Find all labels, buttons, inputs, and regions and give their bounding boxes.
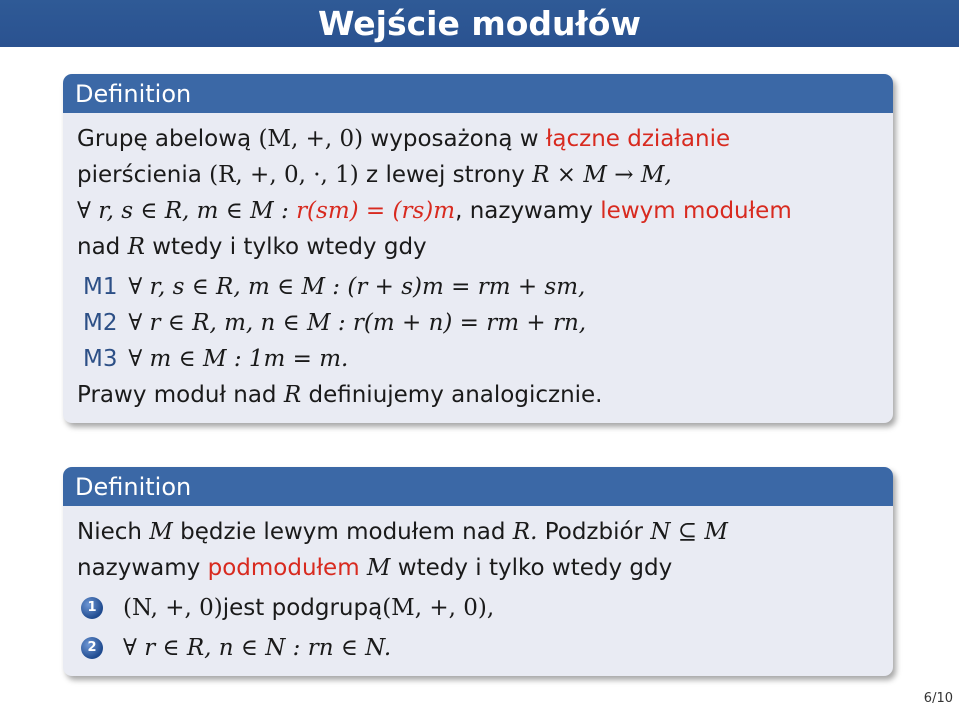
- math: N ⊆ M: [650, 519, 728, 545]
- text: jest podgrupą: [222, 595, 383, 621]
- definition-block-module: [63, 74, 893, 423]
- page-number: 6/10: [923, 691, 953, 706]
- text: wtedy i tylko wtedy gdy: [390, 555, 673, 581]
- math: (M, +, 0): [258, 126, 364, 152]
- highlight-formula: r(sm) = (rs)m: [296, 198, 456, 224]
- enum-number-ball: 2: [81, 637, 103, 659]
- axiom-label: M1: [83, 274, 118, 300]
- math: M: [366, 555, 391, 581]
- definition-line: [77, 550, 879, 586]
- enum-item: [77, 590, 879, 626]
- axiom-label: M2: [83, 310, 118, 336]
- math: R × M → M,: [532, 162, 672, 188]
- math: (N, +, 0): [123, 595, 223, 621]
- block-header: Definition: [63, 74, 893, 113]
- text: będzie lewym modułem nad: [172, 519, 513, 545]
- text: wyposażoną w: [363, 126, 546, 152]
- definition-line: [77, 229, 879, 265]
- text: nad: [77, 234, 128, 260]
- math: R: [283, 382, 302, 408]
- axiom-formula: ∀ m ∈ M : 1m = m.: [128, 346, 349, 372]
- text: , nazywamy: [455, 198, 601, 224]
- block-header: Definition: [63, 467, 893, 506]
- text: pierścienia: [77, 162, 210, 188]
- highlight-term: lewym modułem: [600, 198, 792, 224]
- block-body: [63, 113, 893, 423]
- text: nazywamy: [77, 555, 208, 581]
- axiom-item: [77, 269, 879, 305]
- definition-block-submodule: [63, 467, 893, 676]
- math: ∀ r ∈ R, n ∈ N : rn ∈ N.: [123, 635, 392, 661]
- math: R: [127, 234, 145, 260]
- text: Podzbiór: [537, 519, 651, 545]
- axiom-label: M3: [83, 346, 118, 372]
- math: (M, +, 0),: [382, 595, 495, 621]
- definition-line: [77, 193, 879, 229]
- math: M: [149, 519, 173, 545]
- math: R.: [512, 519, 538, 545]
- definition-line: [77, 121, 879, 157]
- enum-item: [77, 630, 879, 666]
- text: Prawy moduł nad: [77, 382, 284, 408]
- text: definiujemy analogicznie.: [301, 382, 603, 408]
- axiom-item: [77, 341, 879, 377]
- definition-line: [77, 514, 879, 550]
- text: z lewej strony: [358, 162, 533, 188]
- text: Grupę abelową: [77, 126, 259, 152]
- axiom-item: [77, 305, 879, 341]
- definition-line: [77, 157, 879, 193]
- text: Niech: [77, 519, 150, 545]
- highlight-term: podmodułem: [207, 555, 360, 581]
- text: wtedy i tylko wtedy gdy: [144, 234, 427, 260]
- axiom-formula: ∀ r, s ∈ R, m ∈ M : (r + s)m = rm + sm,: [128, 274, 586, 300]
- highlight-term: łączne działanie: [545, 126, 731, 152]
- block-body: [63, 506, 893, 676]
- enum-number-ball: 1: [81, 597, 103, 619]
- slide-title: Wejście modułów: [0, 0, 959, 47]
- text: [360, 555, 367, 581]
- math: ∀ r, s ∈ R, m ∈ M :: [77, 198, 289, 224]
- axiom-formula: ∀ r ∈ R, m, n ∈ M : r(m + n) = rm + rn,: [128, 310, 587, 336]
- math: (R, +, 0, ·, 1): [209, 162, 359, 188]
- definition-line: [77, 377, 879, 413]
